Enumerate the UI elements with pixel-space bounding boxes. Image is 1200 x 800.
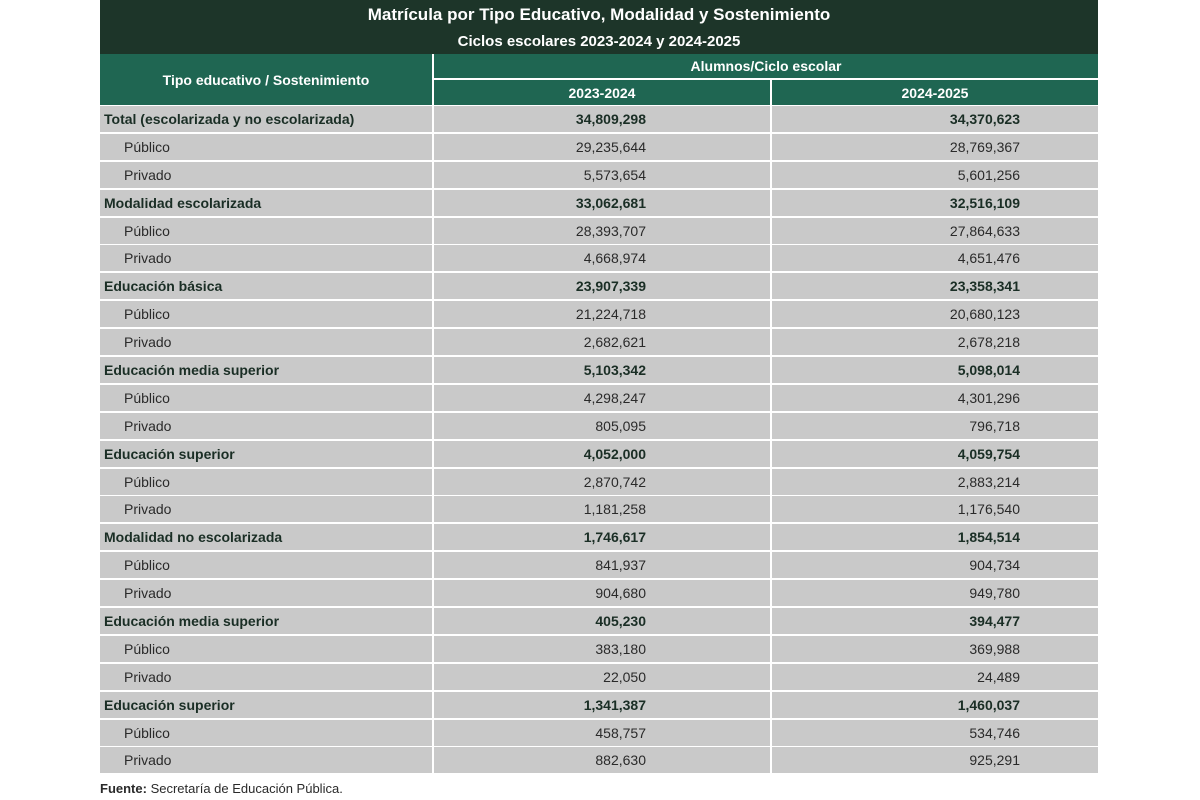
table-row-category xyxy=(100,357,1098,383)
table-row-category xyxy=(100,190,1098,216)
table-row-sector xyxy=(100,636,1098,662)
value-2023-2024: 33,062,681 xyxy=(434,190,770,216)
row-label: Privado xyxy=(100,162,432,188)
table-row-sector xyxy=(100,329,1098,355)
value-2023-2024: 383,180 xyxy=(434,636,770,662)
header-students-group: Alumnos/Ciclo escolar xyxy=(434,54,1098,78)
table-row-sector xyxy=(100,496,1098,522)
value-2023-2024: 5,573,654 xyxy=(434,162,770,188)
value-2023-2024: 882,630 xyxy=(434,747,770,773)
value-2023-2024: 805,095 xyxy=(434,413,770,439)
value-2023-2024: 1,746,617 xyxy=(434,524,770,550)
table-row-sector xyxy=(100,385,1098,411)
source-note xyxy=(100,781,343,796)
value-2023-2024: 28,393,707 xyxy=(434,218,770,244)
header-year-2024-2025: 2024-2025 xyxy=(772,80,1098,105)
table-row-sector xyxy=(100,134,1098,160)
row-label: Privado xyxy=(100,496,432,522)
row-label: Público xyxy=(100,134,432,160)
value-2024-2025: 28,769,367 xyxy=(772,134,1098,160)
row-label: Educación superior xyxy=(100,692,432,718)
value-2024-2025: 1,854,514 xyxy=(772,524,1098,550)
value-2024-2025: 796,718 xyxy=(772,413,1098,439)
value-2023-2024: 34,809,298 xyxy=(434,106,770,132)
header-divider xyxy=(434,78,1098,80)
table-row-sector xyxy=(100,580,1098,606)
source-label: Fuente: xyxy=(100,781,147,796)
value-2024-2025: 534,746 xyxy=(772,720,1098,746)
value-2024-2025: 1,176,540 xyxy=(772,496,1098,522)
table-row-category xyxy=(100,106,1098,132)
table-title: Matrícula por Tipo Educativo, Modalidad y Sostenimiento xyxy=(367,5,831,24)
value-2023-2024: 21,224,718 xyxy=(434,301,770,327)
table-row-sector xyxy=(100,469,1098,495)
value-2024-2025: 34,370,623 xyxy=(772,106,1098,132)
table-row-sector xyxy=(100,413,1098,439)
row-label: Público xyxy=(100,636,432,662)
row-label: Público xyxy=(100,469,432,495)
row-label: Público xyxy=(100,720,432,746)
value-2024-2025: 24,489 xyxy=(772,664,1098,690)
value-2024-2025: 2,883,214 xyxy=(772,469,1098,495)
value-2024-2025: 5,098,014 xyxy=(772,357,1098,383)
table-row-sector xyxy=(100,301,1098,327)
table-title-block xyxy=(100,0,1098,54)
row-label: Público xyxy=(100,385,432,411)
value-2023-2024: 23,907,339 xyxy=(434,273,770,299)
enrollment-table-sheet xyxy=(100,0,1098,800)
header-type-column: Tipo educativo / Sostenimiento xyxy=(100,54,432,105)
value-2023-2024: 1,181,258 xyxy=(434,496,770,522)
row-label: Privado xyxy=(100,329,432,355)
value-2023-2024: 4,052,000 xyxy=(434,441,770,467)
value-2024-2025: 4,301,296 xyxy=(772,385,1098,411)
value-2024-2025: 23,358,341 xyxy=(772,273,1098,299)
row-label: Total (escolarizada y no escolarizada) xyxy=(100,106,432,132)
row-label: Público xyxy=(100,552,432,578)
table-row-category xyxy=(100,441,1098,467)
row-label: Privado xyxy=(100,580,432,606)
row-label: Privado xyxy=(100,664,432,690)
value-2023-2024: 458,757 xyxy=(434,720,770,746)
table-row-sector xyxy=(100,552,1098,578)
table-row-sector xyxy=(100,162,1098,188)
value-2023-2024: 405,230 xyxy=(434,608,770,634)
value-2023-2024: 1,341,387 xyxy=(434,692,770,718)
table-row-sector xyxy=(100,218,1098,244)
value-2024-2025: 925,291 xyxy=(772,747,1098,773)
value-2023-2024: 4,668,974 xyxy=(434,245,770,271)
row-label: Educación media superior xyxy=(100,357,432,383)
table-row-category xyxy=(100,524,1098,550)
value-2023-2024: 2,870,742 xyxy=(434,469,770,495)
table-row-category xyxy=(100,608,1098,634)
value-2024-2025: 20,680,123 xyxy=(772,301,1098,327)
source-text: Secretaría de Educación Pública. xyxy=(150,781,343,796)
row-label: Público xyxy=(100,301,432,327)
row-label: Público xyxy=(100,218,432,244)
value-2024-2025: 394,477 xyxy=(772,608,1098,634)
value-2024-2025: 2,678,218 xyxy=(772,329,1098,355)
row-label: Privado xyxy=(100,747,432,773)
row-label: Educación media superior xyxy=(100,608,432,634)
row-label: Privado xyxy=(100,413,432,439)
table-row-sector xyxy=(100,747,1098,773)
value-2023-2024: 904,680 xyxy=(434,580,770,606)
value-2024-2025: 4,059,754 xyxy=(772,441,1098,467)
value-2024-2025: 1,460,037 xyxy=(772,692,1098,718)
row-label: Modalidad no escolarizada xyxy=(100,524,432,550)
value-2023-2024: 4,298,247 xyxy=(434,385,770,411)
value-2023-2024: 29,235,644 xyxy=(434,134,770,160)
table-row-category xyxy=(100,273,1098,299)
value-2023-2024: 2,682,621 xyxy=(434,329,770,355)
table-row-sector xyxy=(100,245,1098,271)
row-label: Educación superior xyxy=(100,441,432,467)
value-2023-2024: 841,937 xyxy=(434,552,770,578)
row-label: Privado xyxy=(100,245,432,271)
header-year-2023-2024: 2023-2024 xyxy=(434,80,770,105)
value-2023-2024: 22,050 xyxy=(434,664,770,690)
value-2024-2025: 949,780 xyxy=(772,580,1098,606)
value-2024-2025: 904,734 xyxy=(772,552,1098,578)
value-2024-2025: 4,651,476 xyxy=(772,245,1098,271)
value-2024-2025: 5,601,256 xyxy=(772,162,1098,188)
table-subtitle: Ciclos escolares 2023-2024 y 2024-2025 xyxy=(457,33,741,50)
table-body xyxy=(100,106,1098,775)
value-2023-2024: 5,103,342 xyxy=(434,357,770,383)
table-row-sector xyxy=(100,664,1098,690)
header-divider xyxy=(770,80,772,105)
value-2024-2025: 369,988 xyxy=(772,636,1098,662)
value-2024-2025: 27,864,633 xyxy=(772,218,1098,244)
table-row-category xyxy=(100,692,1098,718)
row-label: Modalidad escolarizada xyxy=(100,190,432,216)
value-2024-2025: 32,516,109 xyxy=(772,190,1098,216)
table-row-sector xyxy=(100,720,1098,746)
row-label: Educación básica xyxy=(100,273,432,299)
